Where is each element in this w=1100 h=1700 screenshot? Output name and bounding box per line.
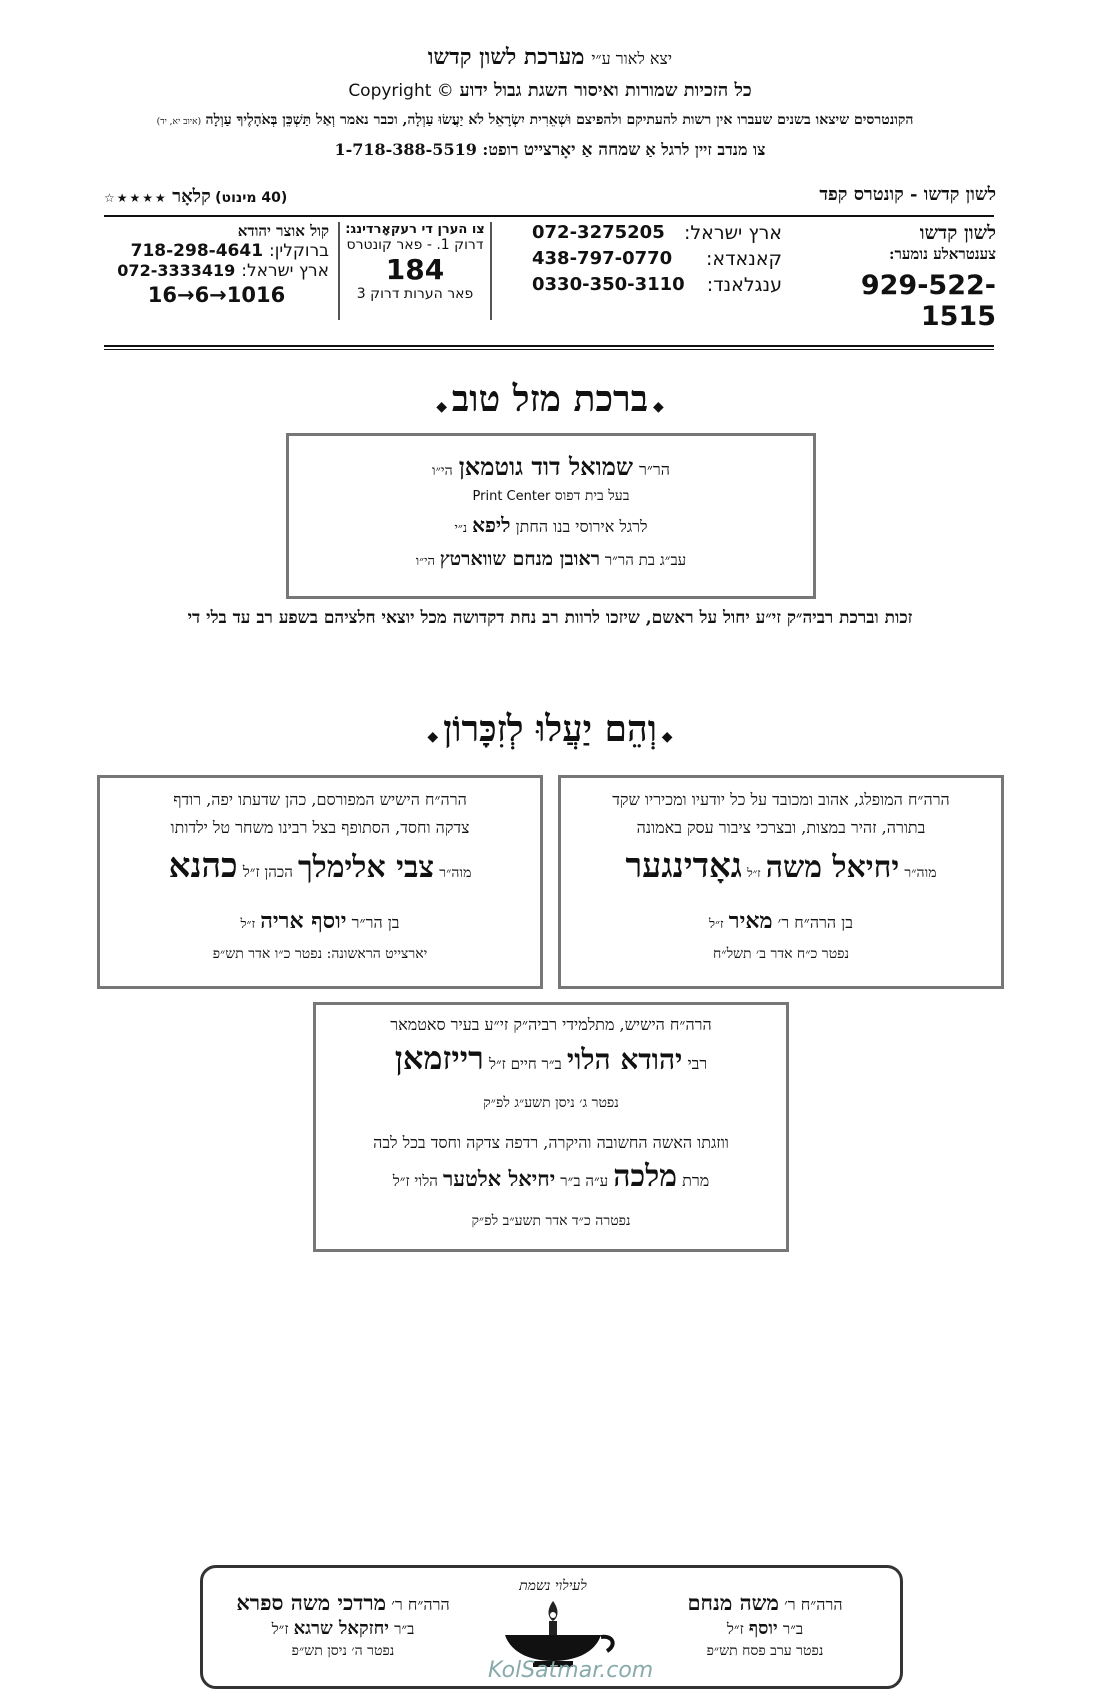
recording-line2: דרוק 1. - פאר קונטרס	[346, 237, 484, 253]
desc-line: הרה״ח הישיש, מתלמידי רביה״ק זי״ע בעיר סאטמאר	[390, 1015, 712, 1034]
memorial-box-center	[313, 1002, 789, 1252]
notice-text: הקונטרסים שיצאו בשנים שעברו אין רשות להעתיקם ולהפיצם וּשְׁאֵרִית יִשְׂרָאֵל לֹא יַעֲשׂוּ עַוְלָה, וכבר נאמר וְאַל תַּשְׁכֵּן בְּאֹהָלֶיךָ עַוְלָה	[205, 112, 914, 128]
rating	[104, 186, 287, 207]
memorial-title: ◆ וְהֵם יַעֲלוּ לְזִכָּרוֹן ◆	[427, 708, 673, 750]
date-line: נפטר ג׳ ניסן תשע״ג לפ״ק	[483, 1095, 619, 1111]
central-subtitle: צענטראלע נומער:	[888, 245, 996, 263]
mazal-groom: ליפא	[472, 513, 511, 537]
name-zl: הכהן ז״ל	[242, 863, 293, 881]
footer-date: נפטר ערב פסח תש״פ	[706, 1643, 824, 1659]
mazal-tov-box	[286, 433, 816, 599]
mazal-post: הי״ו	[432, 463, 453, 479]
name-pre: מרת	[682, 1171, 710, 1190]
footer-line	[650, 1618, 880, 1639]
surname: כהנא	[168, 846, 238, 886]
series-title-bold: קפד	[819, 184, 848, 205]
name-pre: מוה״ר	[904, 865, 937, 881]
kol-title: קול אוצר יהודא	[237, 222, 329, 240]
surname: רייזמאן	[394, 1039, 484, 1077]
mazal-line	[289, 548, 813, 571]
name-line	[100, 846, 540, 886]
father-line	[100, 908, 540, 934]
footer-right-name	[650, 1590, 880, 1660]
blessing-line: זכות וברכת רביה״ק זי״ע יחול על ראשם, שיזכו לרוות רב נחת דקדושה מכל יוצאי חלציהם בשפע רב עד בלי די	[187, 608, 913, 628]
publisher-line	[0, 44, 1100, 70]
region-row	[532, 274, 782, 300]
copyright-line	[0, 80, 1100, 101]
rights-text: כל הזכיות שמורות ואיסור השגת גבול ידוע	[459, 80, 752, 101]
divider-top	[104, 215, 994, 217]
footer-father: יחזקאל שרגא	[293, 1618, 389, 1639]
mazal-line	[289, 452, 813, 482]
rating-word: קלאָר	[172, 186, 211, 207]
desc-line: הרה״ח המופלג, אהוב ומכובד על כל יודעיו ומכיריו שקד	[612, 790, 950, 809]
footer-father-post: ז״ל	[271, 1620, 289, 1638]
memorial-box-right	[558, 775, 1004, 989]
footer-father-post: ז״ל	[726, 1620, 744, 1638]
father-pre: בן הר״ר	[351, 913, 400, 932]
mazal-bride-father: ראובן מנחם שווארטץ	[439, 548, 601, 570]
memorial-box-left	[97, 775, 543, 989]
emblem-text: לעילוי נשמת	[519, 1578, 587, 1594]
central-number: 929-522-1515	[860, 270, 996, 332]
surname: גאָדינגער	[625, 846, 743, 886]
father-name: יוסף אריה	[260, 908, 347, 934]
date-line: יארצייט הראשונה: נפטר כ״ו אדר תש״פ	[212, 946, 428, 962]
region-row	[532, 248, 782, 274]
mazal-line	[289, 488, 813, 505]
recording-block	[338, 222, 492, 320]
footer-name: משה מנחם	[687, 1590, 779, 1615]
date-line: נפטרה כ״ד אדר תשע״ב לפ״ק	[471, 1213, 631, 1229]
central-number-block	[806, 222, 996, 332]
first-name: מלכה	[613, 1159, 678, 1194]
watermark-logo: KolSatmar.com	[488, 1658, 654, 1683]
mazal-print-label: בעל בית דפוס	[554, 488, 630, 504]
donation-bold: שמחה אַ יאָרצייט	[523, 140, 641, 160]
first-name: יהודא הלוי	[566, 1043, 683, 1076]
mazal-tov-title-text: ברכת מזל טוב	[451, 378, 649, 420]
mazal-groom-post: נ״י	[454, 521, 468, 536]
name-mid: ב״ר חיים ז״ל	[488, 1055, 562, 1073]
series-title	[819, 184, 996, 205]
footer-father-pre: ב״ר	[394, 1620, 415, 1638]
kol-otzar-block	[104, 222, 329, 307]
name-line	[561, 846, 1001, 886]
notice-ref: (איוב יא, יד)	[156, 117, 202, 127]
kol-row	[104, 261, 329, 281]
kol-number: 072-3333419	[117, 261, 236, 280]
mazal-line	[289, 513, 813, 538]
footer-line	[213, 1618, 473, 1639]
central-title: לשון קדשו	[919, 222, 996, 244]
footer-date: נפטר ה׳ ניסן תש״פ	[291, 1643, 395, 1659]
kol-number: 718-298-4641	[130, 241, 264, 261]
name-pre: מוה״ר	[439, 865, 472, 881]
desc-line: הרה״ח הישיש המפורסם, כהן שדעתו יפה, רודף	[173, 790, 467, 809]
father-post: ז״ל	[709, 917, 724, 932]
region-number: 0330-350-3110	[532, 274, 685, 295]
region-label: קאנאדא:	[706, 248, 782, 270]
region-label: ארץ ישראל:	[683, 222, 782, 244]
father-line	[561, 908, 1001, 934]
region-label: ענגלאנד:	[706, 274, 782, 296]
donation-line	[0, 140, 1100, 160]
mazal-name: שמואל דוד גוטמאן	[458, 452, 633, 481]
region-number: 072-3275205	[532, 222, 665, 243]
mazal-occasion: לרגל אירוסי בנו החתן	[515, 517, 648, 536]
recording-line1: צו הערן די רעקאָרדינג:	[345, 222, 485, 237]
kol-code: 16→6→1016	[147, 283, 286, 307]
footer-name: מרדכי משה ספרא	[236, 1590, 387, 1615]
regional-numbers	[532, 222, 782, 300]
father-name: מאיר	[728, 908, 773, 934]
kol-row	[104, 241, 329, 261]
notice-line	[70, 112, 1000, 129]
first-name: יחיאל משה	[765, 850, 900, 885]
father-name: יחיאל אלטער	[442, 1166, 556, 1191]
father-post: ז״ל	[240, 917, 256, 932]
father-pre: בן הרה״ח ר׳	[777, 913, 853, 932]
name-line	[316, 1039, 786, 1077]
kol-label: ארץ ישראל:	[241, 261, 329, 281]
footer-pre: הרה״ח ר׳	[784, 1595, 843, 1614]
rating-stars: ★★★★☆	[104, 191, 168, 205]
mazal-tov-title: ◆ ברכת מזל טוב ◆	[436, 378, 664, 420]
footer-pre: הרה״ח ר׳	[391, 1595, 450, 1614]
divider-bottom	[104, 345, 994, 347]
footer-line	[650, 1590, 880, 1616]
divider-bottom-2	[104, 349, 994, 350]
series-title-text: לשון קדשו - קונטרס	[853, 184, 996, 205]
donation-phone: רופט: 1-718-388-5519	[334, 140, 519, 159]
memorial-title-text: וְהֵם יַעֲלוּ לְזִכָּרוֹן	[443, 708, 657, 750]
desc-line: צדקה וחסד, הסתופף בצל רבינו משחר טל ילדותו	[170, 818, 470, 837]
desc-line: ווזגתו האשה החשובה והיקרה, רדפה צדקה וחסד בכל לבה	[373, 1133, 729, 1152]
region-number: 438-797-0770	[532, 248, 673, 269]
mazal-bride-post: הי״ו	[415, 554, 435, 569]
donation-text: צו מנדב זיין לרגל אַ	[645, 140, 766, 159]
date-line: נפטר כ״ח אדר ב׳ תשל״ח	[712, 946, 850, 962]
desc-line: בתורה, זהיר במצות, ובצרכי ציבור עסק באמונה	[636, 818, 926, 837]
publisher-name: מערכת לשון קדשו	[427, 44, 585, 70]
name-line	[316, 1159, 786, 1194]
name-post: הלוי ז״ל	[392, 1172, 438, 1190]
mazal-pre: הר״ר	[638, 460, 670, 479]
publisher-prefix: יצא לאור ע״י	[591, 49, 673, 68]
footer-left-name	[213, 1590, 473, 1660]
name-mid: ע״ה ב״ר	[560, 1172, 609, 1190]
mazal-bride-pre: עב״ג בת הר״ר	[604, 551, 687, 569]
mazal-print-center: Print Center	[472, 489, 551, 504]
region-row	[532, 222, 782, 248]
copyright-text: Copyright ©	[348, 81, 454, 101]
recording-line3: פאר הערות דרוק 3	[356, 286, 474, 302]
rating-minutes: (40 מינוט)	[215, 190, 288, 206]
kol-label: ברוקלין:	[269, 241, 329, 261]
footer-line	[213, 1590, 473, 1616]
name-zl: ז״ל	[747, 866, 761, 880]
name-pre: רבי	[687, 1054, 708, 1073]
first-name: צבי אלימלך	[297, 850, 435, 885]
footer-father-pre: ב״ר	[782, 1620, 804, 1638]
footer-father: יוסף	[748, 1618, 778, 1639]
recording-number: 184	[385, 253, 445, 286]
